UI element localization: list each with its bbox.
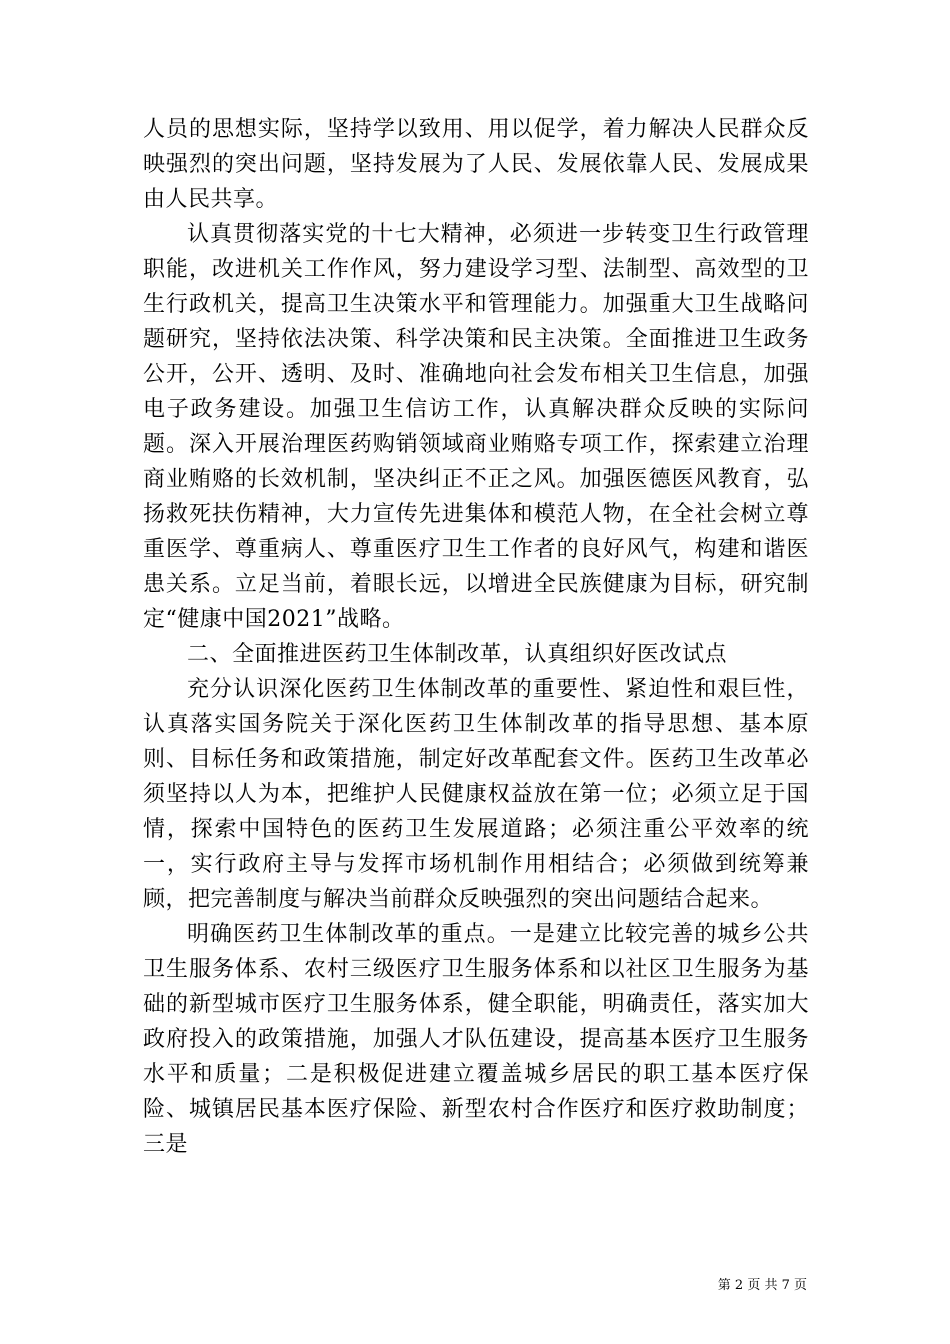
document-body [143,112,809,1162]
paragraph-reform-priorities: 明确医药卫生体制改革的重点。一是建立比较完善的城乡公共卫生服务体系、农村三级医疗卫生服务体系和以社区卫生服务为基础的新型城市医疗卫生服务体系，健全职能，明确责任，落实加大政府投入的政策措施，加强人才队伍建设，提高基本医疗卫生服务水平和质量；二是积极促进建立覆盖城乡居民的职工基本医疗保险、城镇居民基本医疗保险、新型农村合作医疗和医疗救助制度；三是 [143,922,809,1157]
paragraph-administration-reform: 认真贯彻落实党的十七大精神，必须进一步转变卫生行政管理职能，改进机关工作作风，努力建设学习型、法制型、高效型的卫生行政机关，提高卫生决策水平和管理能力。加强重大卫生战略问题研究，坚持依法决策、科学决策和民主决策。全面推进卫生政务公开，公开、透明、及时、准确地向社会发布相关卫生信息，加强电子政务建设。加强卫生信访工作，认真解决群众反映的实际问题。深入开展治理医药购销领域商业贿赂专项工作，探索建立治理商业贿赂的长效机制，坚决纠正不正之风。加强医德医风教育，弘扬救死扶伤精神，大力宣传先进集体和模范人物，在全社会树立尊重医学、尊重病人、尊重医疗卫生工作者的良好风气，构建和谐医患关系。立足当前，着眼长远，以增进全民族健康为目标，研究制定“健康中国2021”战略。 [143,222,809,632]
page-number-label: 第 2 页 共 7 页 [717,1278,807,1293]
section-heading-medical-reform: 二、全面推进医药卫生体制改革，认真组织好医改试点 [187,642,728,667]
paragraph-intro-continuation: 人员的思想实际，坚持学以致用、用以促学，着力解决人民群众反映强烈的突出问题，坚持发展为了人民、发展依靠人民、发展成果由人民共享。 [143,117,809,212]
paragraph-reform-importance: 充分认识深化医药卫生体制改革的重要性、紧迫性和艰巨性，认真落实国务院关于深化医药卫生体制改革的指导思想、基本原则、目标任务和政策措施，制定好改革配套文件。医药卫生改革必须坚持以人为本，把维护人民健康权益放在第一位；必须立足于国情，探索中国特色的医药卫生发展道路；必须注重公平效率的统一，实行政府主导与发挥市场机制作用相结合；必须做到统筹兼顾，把完善制度与解决当前群众反映强烈的突出问题结合起来。 [143,677,809,912]
